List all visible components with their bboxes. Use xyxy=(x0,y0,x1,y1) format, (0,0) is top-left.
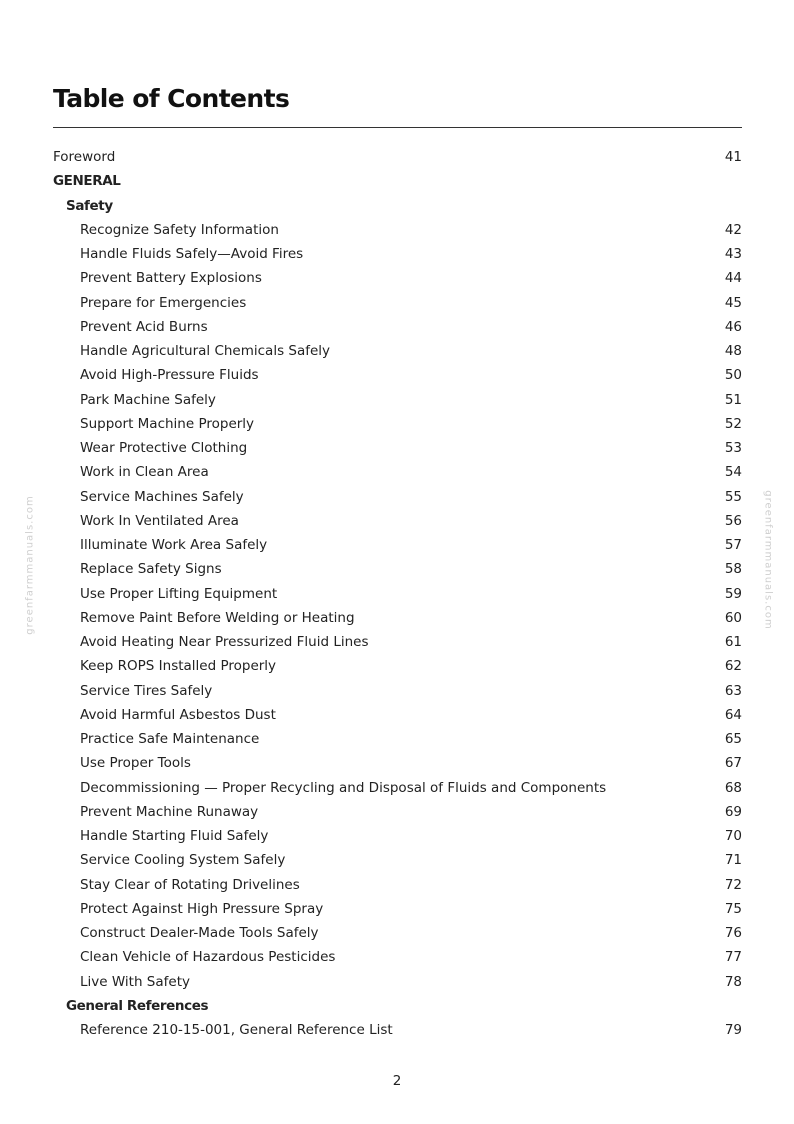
toc-entry-label: Live With Safety xyxy=(80,973,190,990)
toc-entry[interactable] xyxy=(53,970,742,994)
toc-entry-page: 67 xyxy=(724,755,742,772)
toc-entry[interactable] xyxy=(53,751,742,775)
toc-entry-label: Construct Dealer-Made Tools Safely xyxy=(80,925,319,941)
toc-entry[interactable] xyxy=(53,945,742,969)
toc-entry-label: Stay Clear of Rotating Drivelines xyxy=(80,876,300,893)
toc-entry[interactable] xyxy=(53,412,742,436)
toc-entry-label: Avoid Heating Near Pressurized Fluid Lines xyxy=(80,634,369,650)
toc-entry[interactable] xyxy=(53,218,742,242)
toc-entry-page: 41 xyxy=(724,149,742,165)
toc-entry-label: Safety xyxy=(66,197,113,214)
toc-entry-label: Prevent Machine Runaway xyxy=(80,803,259,820)
toc-entry-page: 65 xyxy=(724,731,742,747)
toc-entry[interactable] xyxy=(53,873,742,897)
toc-entry-page: 69 xyxy=(724,803,742,820)
toc-entry-label: Service Cooling System Safely xyxy=(80,852,286,869)
toc-section-heading xyxy=(53,994,742,1018)
toc-entry-label: Use Proper Lifting Equipment xyxy=(80,585,278,602)
toc-entry-label: Prevent Acid Burns xyxy=(80,318,208,335)
toc-entry[interactable] xyxy=(53,533,742,557)
toc-entry[interactable] xyxy=(53,436,742,460)
toc-entry-page: 53 xyxy=(724,440,742,456)
toc-entry-label: Handle Agricultural Chemicals Safely xyxy=(80,343,331,359)
toc-entry[interactable] xyxy=(53,266,742,290)
toc-entry-page: 57 xyxy=(724,537,742,553)
toc-entry-page: 61 xyxy=(724,634,742,650)
toc-entry-label: Work in Clean Area xyxy=(80,464,209,481)
toc-entry-label: Illuminate Work Area Safely xyxy=(80,537,268,553)
toc-entry-page: 58 xyxy=(724,561,742,578)
toc-entry[interactable] xyxy=(53,485,742,509)
toc-entry-label: Keep ROPS Installed Properly xyxy=(80,658,277,675)
toc-entry[interactable] xyxy=(53,703,742,727)
toc-entry-page: 59 xyxy=(724,585,742,602)
toc-entry-page: 42 xyxy=(724,221,742,238)
toc-entry[interactable] xyxy=(53,630,742,654)
toc-entry-label: Replace Safety Signs xyxy=(80,561,222,578)
toc-entry-page: 68 xyxy=(724,779,742,796)
toc-entry-page: 51 xyxy=(724,391,742,408)
toc-entry[interactable] xyxy=(53,800,742,824)
toc-entry[interactable] xyxy=(53,460,742,484)
toc-entry-label: Reference 210-15-001, General Reference List xyxy=(80,1022,393,1038)
toc-entry-label: Recognize Safety Information xyxy=(80,221,279,238)
toc-entry[interactable] xyxy=(53,339,742,363)
toc-entry-page: 52 xyxy=(724,415,742,432)
toc-entry-label: Foreword xyxy=(53,149,116,165)
toc-section-heading xyxy=(53,169,742,193)
toc-entry[interactable] xyxy=(53,1018,742,1042)
toc-entry-page: 44 xyxy=(724,270,742,287)
toc-entry-page: 54 xyxy=(724,464,742,481)
toc-entry-label: Support Machine Properly xyxy=(80,415,255,432)
toc-entry-page: 70 xyxy=(724,828,742,844)
toc-section-heading xyxy=(53,194,742,218)
toc-entry[interactable] xyxy=(53,582,742,606)
toc-entry-page: 50 xyxy=(724,367,742,384)
toc-entry[interactable] xyxy=(53,315,742,339)
toc-entry-page: 64 xyxy=(724,706,742,723)
toc-entry-label: Park Machine Safely xyxy=(80,391,216,408)
toc-entry-page: 79 xyxy=(724,1022,742,1038)
toc-entry[interactable] xyxy=(53,291,742,315)
page-title: Table of Contents xyxy=(53,84,290,113)
toc-entry-page: 77 xyxy=(724,949,742,966)
toc-entry-label: General References xyxy=(66,997,209,1014)
toc-entry-page: 75 xyxy=(724,900,742,917)
toc-entry[interactable] xyxy=(53,557,742,581)
toc-entry[interactable] xyxy=(53,921,742,945)
toc-entry-page: 78 xyxy=(724,973,742,990)
toc-entry-label: Protect Against High Pressure Spray xyxy=(80,900,324,917)
toc-entry[interactable] xyxy=(53,776,742,800)
toc-entry-page: 62 xyxy=(724,658,742,675)
toc-entry-page: 72 xyxy=(724,876,742,893)
toc-entry[interactable] xyxy=(53,897,742,921)
toc-entry-page: 48 xyxy=(724,343,742,359)
toc-entry[interactable] xyxy=(53,727,742,751)
toc-entry-label: Remove Paint Before Welding or Heating xyxy=(80,609,355,626)
toc-entry[interactable] xyxy=(53,679,742,703)
toc-entry-page: 43 xyxy=(724,246,742,262)
toc-entry-page: 46 xyxy=(724,318,742,335)
toc-entry-page: 76 xyxy=(724,925,742,941)
toc-entry-label: Service Machines Safely xyxy=(80,488,244,505)
toc-entry-label: Avoid High-Pressure Fluids xyxy=(80,367,259,384)
toc-entry[interactable] xyxy=(53,824,742,848)
toc-entry[interactable] xyxy=(53,509,742,533)
toc-entry-label: Wear Protective Clothing xyxy=(80,440,248,456)
toc-entry[interactable] xyxy=(53,606,742,630)
toc-entry-page: 60 xyxy=(724,609,742,626)
toc-entry[interactable] xyxy=(53,242,742,266)
toc-entry-label: Handle Starting Fluid Safely xyxy=(80,828,269,844)
toc-entry-label: Practice Safe Maintenance xyxy=(80,731,260,747)
toc-entry-page: 45 xyxy=(724,294,742,311)
toc-entry[interactable] xyxy=(53,145,742,169)
title-divider xyxy=(53,127,742,128)
toc-entry-label: Use Proper Tools xyxy=(80,755,191,772)
watermark-right: greenfarmmanuals.com xyxy=(762,490,774,630)
watermark-left: greenfarmmanuals.com xyxy=(24,495,36,635)
page-number: 2 xyxy=(392,1073,402,1089)
toc-entry-label: Handle Fluids Safely—Avoid Fires xyxy=(80,246,304,262)
toc-entry-label: Clean Vehicle of Hazardous Pesticides xyxy=(80,949,336,966)
toc-entry[interactable] xyxy=(53,388,742,412)
toc-entry-label: Decommissioning — Proper Recycling and Disposal of Fluids and Components xyxy=(80,779,607,796)
toc-entry[interactable] xyxy=(53,654,742,678)
toc-entry[interactable] xyxy=(53,848,742,872)
toc-entry[interactable] xyxy=(53,363,742,387)
toc-entry-label: Avoid Harmful Asbestos Dust xyxy=(80,706,276,723)
toc-entry-label: Work In Ventilated Area xyxy=(80,512,239,529)
toc-entry-label: Prepare for Emergencies xyxy=(80,294,247,311)
table-of-contents xyxy=(53,145,742,1042)
toc-entry-label: Service Tires Safely xyxy=(80,682,213,699)
toc-entry-page: 56 xyxy=(724,512,742,529)
toc-entry-label: GENERAL xyxy=(53,173,121,190)
toc-entry-page: 71 xyxy=(724,852,742,869)
toc-entry-page: 55 xyxy=(724,488,742,505)
toc-entry-label: Prevent Battery Explosions xyxy=(80,270,262,287)
toc-entry-page: 63 xyxy=(724,682,742,699)
